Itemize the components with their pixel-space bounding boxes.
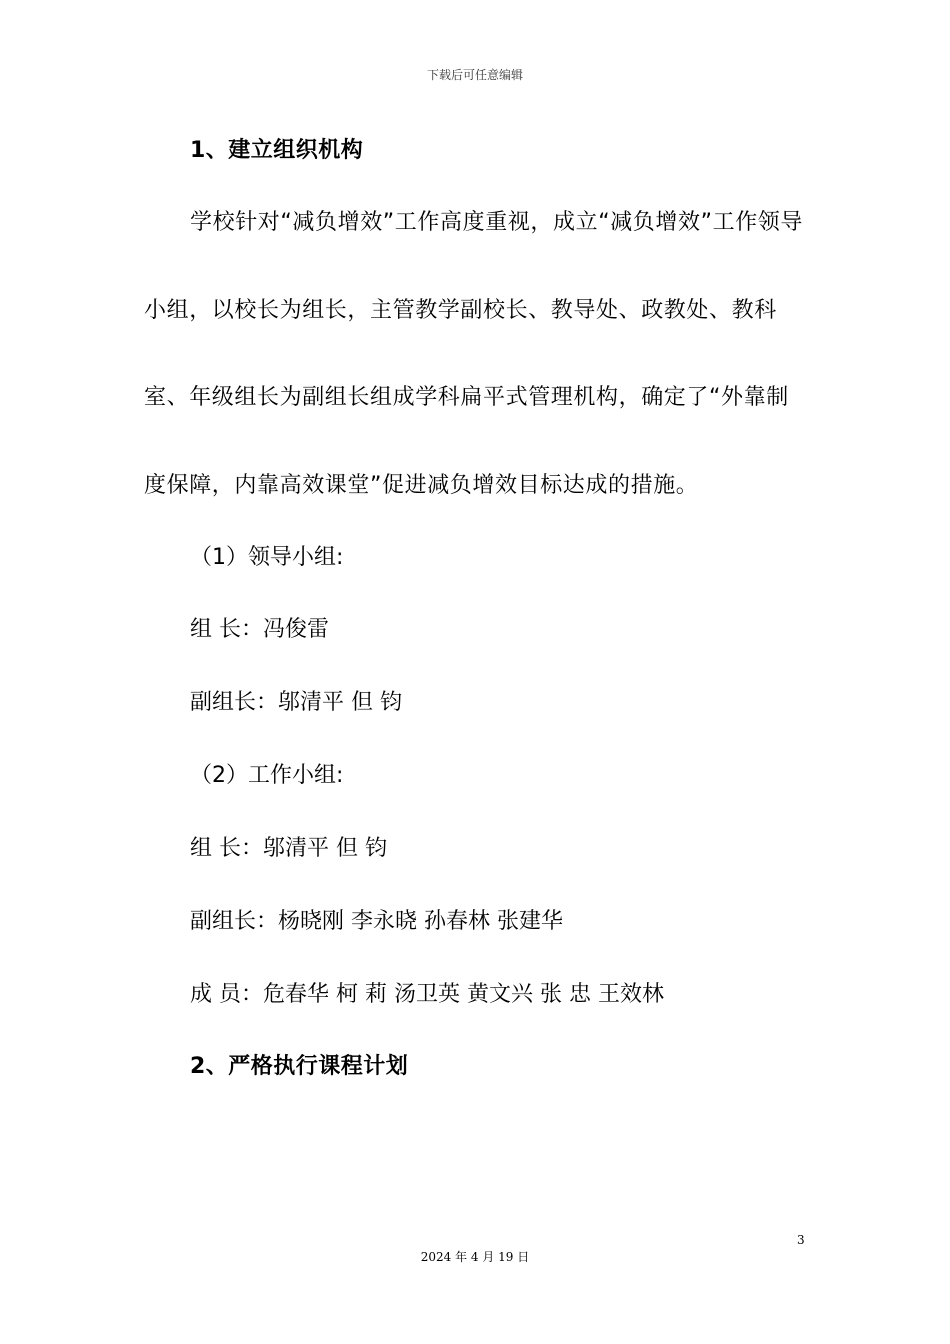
paragraph-line-4: 度保障，内靠高效课堂”促进减负增效目标达成的措施。	[144, 473, 699, 498]
paragraph-line-2: 小组，以校长为组长，主管教学副校长、教导处、政教处、教科	[144, 298, 777, 323]
leadership-group-leader: 组 长：冯俊雷	[190, 617, 329, 642]
paragraph-line-3: 室、年级组长为副组长组成学科扁平式管理机构，确定了“外靠制	[144, 385, 789, 410]
section-2-heading: 2、严格执行课程计划	[190, 1054, 409, 1079]
section-1-heading: 1、建立组织机构	[190, 138, 364, 163]
footer-date: 2024 年 4 月 19 日	[420, 1250, 530, 1264]
working-group-members: 成 员：危春华 柯 莉 汤卫英 黄文兴 张 忠 王效林	[190, 982, 664, 1007]
leadership-group-deputy: 副组长：邬清平 但 钧	[190, 690, 402, 715]
page-number: 3	[797, 1233, 805, 1247]
leadership-group-title: （1）领导小组:	[190, 545, 344, 570]
paragraph-line-1: 学校针对“减负增效”工作高度重视，成立“减负增效”工作领导	[190, 210, 803, 235]
working-group-title: （2）工作小组:	[190, 763, 344, 788]
working-group-deputy: 副组长：杨晓刚 李永晓 孙春林 张建华	[190, 909, 563, 934]
header-note: 下载后可任意编辑	[426, 68, 523, 82]
working-group-leader: 组 长：邬清平 但 钧	[190, 836, 387, 861]
